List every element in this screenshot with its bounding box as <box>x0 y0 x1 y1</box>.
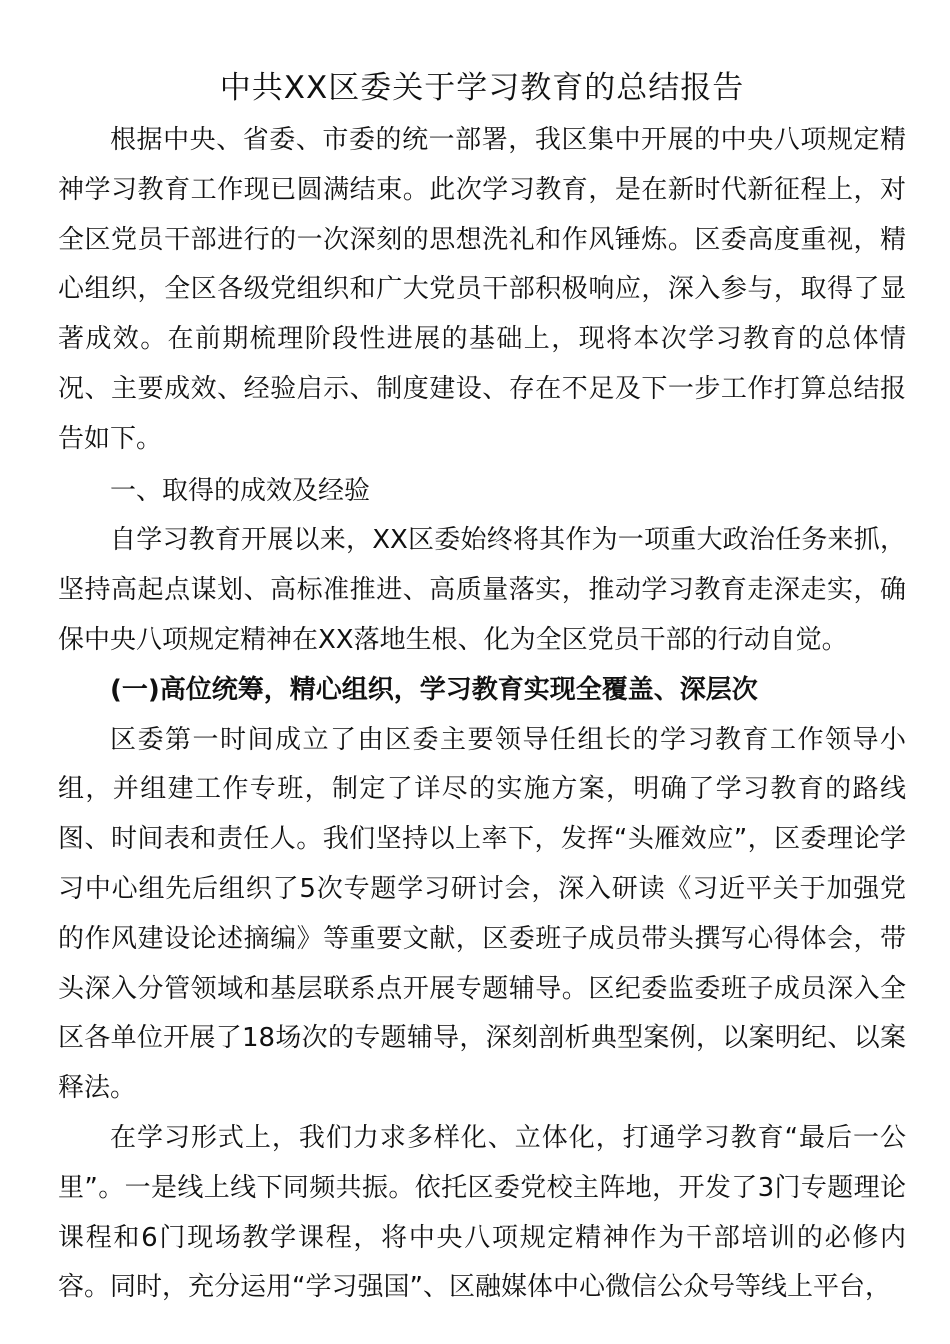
section-intro-paragraph: 自学习教育开展以来，XX区委始终将其作为一项重大政治任务来抓，坚持高起点谋划、高标准推进、高质量落实，推动学习教育走深走实，确保中央八项规定精神在XX落地生根、化为全区党员干部的行动自觉。 <box>58 525 906 655</box>
document-title: 中共XX区委关于学习教育的总结报告 <box>219 70 745 106</box>
body-paragraph: 区委第一时间成立了由区委主要领导任组长的学习教育工作领导小组，并组建工作专班，制定了详尽的实施方案，明确了学习教育的路线图、时间表和责任人。我们坚持以上率下，发挥“头雁效应”，区委理论学习中心组先后组织了5次专题学习研讨会，深入研读《习近平关于加强党的作风建设论述摘编》等重要文献，区委班子成员带头撰写心得体会，带头深入分管领域和基层联系点开展专题辅导。区纪委监委班子成员深入全区各单位开展了18场次的专题辅导，深刻剖析典型案例，以案明纪、以案释法。 <box>58 724 906 1104</box>
subsection-heading: (一)高位统筹，精心组织，学习教育实现全覆盖、深层次 <box>110 674 758 705</box>
intro-paragraph: 根据中央、省委、市委的统一部署，我区集中开展的中央八项规定精神学习教育工作现已圆满结束。此次学习教育，是在新时代新征程上，对全区党员干部进行的一次深刻的思想洗礼和作风锤炼。区委高度重视，精心组织，全区各级党组织和广大党员干部积极响应，深入参与，取得了显著成效。在前期梳理阶段性进展的基础上，现将本次学习教育的总体情况、主要成效、经验启示、制度建设、存在不足及下一步工作打算总结报告如下。 <box>58 125 906 454</box>
section-heading: 一、取得的成效及经验 <box>110 475 371 506</box>
document-page <box>58 60 906 1313</box>
body-paragraph: 在学习形式上，我们力求多样化、立体化，打通学习教育“最后一公里”。一是线上线下同频共振。依托区委党校主阵地，开发了3门专题理论课程和6门现场教学课程，将中央八项规定精神作为干部培训的必修内容。同时，充分运用“学习强国”、区融媒体中心微信公众号等线上平台， <box>58 1122 906 1303</box>
